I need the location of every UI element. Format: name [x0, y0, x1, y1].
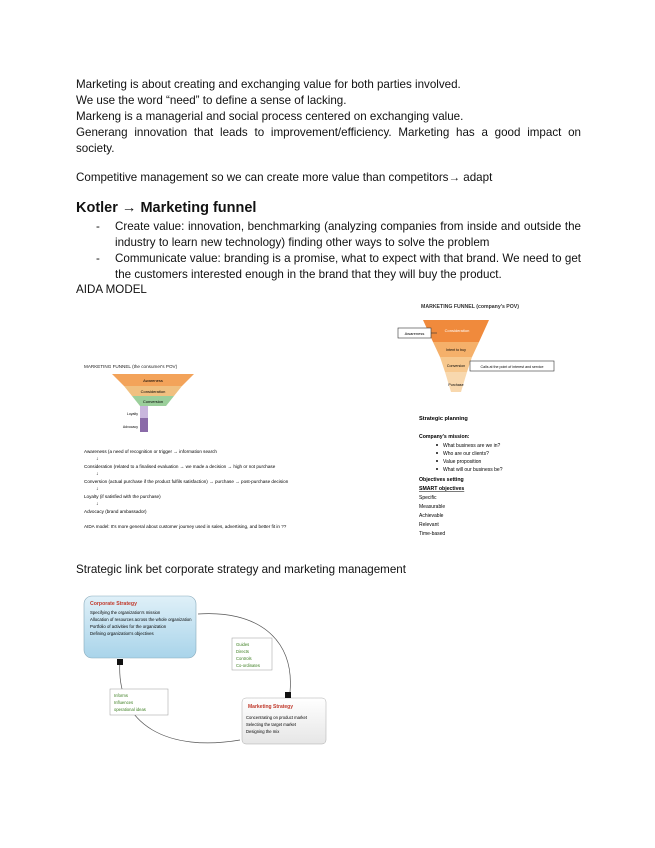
- intro-paragraph: [76, 77, 581, 157]
- consumer-funnel-title: MARKETING FUNNEL (the consumer's POV): [84, 364, 178, 369]
- smart-item: Achievable: [419, 513, 444, 519]
- feedback-item: Influences: [114, 700, 134, 705]
- callout-text: Calls at the point of interest and service: [480, 365, 544, 369]
- mission-title: Company's mission:: [419, 434, 470, 440]
- smart-title: SMART objectives: [419, 486, 465, 492]
- arrow-down-icon: ↓: [96, 456, 99, 462]
- company-funnel-title: MARKETING FUNNEL (company's POV): [421, 304, 519, 310]
- arrow-down-icon: ↓: [96, 486, 99, 492]
- mission-item: Who are our clients?: [443, 451, 489, 457]
- funnel-note: Loyalty (if satisfied with the purchase): [84, 494, 161, 499]
- guides-item: Co-ordinates: [236, 663, 260, 668]
- arrow-down-icon: ↓: [96, 471, 99, 477]
- company-funnel-figure: [395, 300, 575, 538]
- smart-item: Time-based: [419, 531, 446, 537]
- intro-line-1: Marketing is about creating and exchanging value for both parties involved.: [76, 78, 461, 91]
- feedback-item: operational ideas: [114, 707, 146, 712]
- mission-item: What business are we in?: [443, 443, 501, 449]
- funnel-layer-label: Consideration: [140, 389, 166, 394]
- intro-line-4: Generang innovation that leads to improvement/efficiency. Marketing has a good impact on society.: [76, 126, 581, 155]
- competitive-management-line: Competitive management so we can create more value than competitors→ adapt: [76, 171, 493, 184]
- corporate-item: Portfolio of activities for the organization: [90, 624, 167, 629]
- bullet-marker: -: [96, 220, 100, 233]
- marketing-item: Selecting the target market: [246, 722, 297, 727]
- feedback-item: Informs: [114, 693, 128, 698]
- funnel-note: Awareness (a need of recognition or trigger → information search: [84, 449, 217, 454]
- awareness-label: Awareness: [404, 331, 425, 336]
- strategic-planning-title: Strategic planning: [419, 416, 468, 422]
- funnel-note: Consideration (related to a finalised evaluation → we made a decision → high or not purchase: [84, 464, 276, 469]
- consumer-funnel-figure: [82, 360, 347, 535]
- bullet-item: [76, 251, 581, 283]
- funnel-layer-label: Consideration: [444, 328, 470, 333]
- guides-item: Directs: [236, 649, 250, 654]
- funnel-layer-label: Conversion: [142, 399, 164, 404]
- connector-square: [285, 692, 291, 698]
- intro-line-3: Markeng is a managerial and social process centered on exchanging value.: [76, 110, 464, 123]
- funnel-layer: [140, 418, 148, 432]
- corporate-item: Defining organization's objectives: [90, 631, 154, 636]
- guides-item: Guides: [236, 642, 250, 647]
- smart-item: Measurable: [419, 504, 446, 510]
- corporate-strategy-title: Corporate Strategy: [90, 601, 137, 607]
- funnel-layer: [445, 372, 467, 392]
- mission-item: What will our business be?: [443, 467, 503, 473]
- marketing-strategy-title: Marketing Strategy: [248, 704, 294, 710]
- funnel-note: AIDA model: It's more general about customer journey used in sales, advertising, and better fit in ??: [84, 524, 287, 529]
- strategic-link-caption: Strategic link bet corporate strategy and marketing management: [76, 563, 406, 576]
- funnel-layer: [140, 406, 148, 418]
- marketing-item: Concentrating on product market: [246, 715, 307, 720]
- bullet-list: [76, 219, 581, 283]
- bullet-text: Create value: innovation, benchmarking (analyzing companies from inside and outside the industry to learn new technology) finding other ways to solve the problem: [115, 220, 581, 249]
- objectives-label: Objectives setting: [419, 477, 464, 483]
- arrow-down-icon: ↓: [96, 501, 99, 507]
- bullet-text: Communicate value: branding is a promise, what to expect with that brand. We need to get the customers interested enough in the brand that they will buy the product.: [115, 252, 581, 281]
- intro-line-2: We use the word “need” to define a sense of lacking.: [76, 94, 347, 107]
- funnel-layer-label: Awareness: [143, 378, 163, 383]
- mission-item: Value proposition: [443, 459, 482, 465]
- corporate-item: Specifying the organization's mission: [90, 610, 161, 615]
- bullet-item: [76, 219, 581, 251]
- section-heading: Kotler → Marketing funnel: [76, 200, 257, 216]
- aida-model-label: AIDA MODEL: [76, 283, 147, 296]
- funnel-layer-label: Conversion: [446, 364, 466, 368]
- marketing-item: Designing the mix: [246, 729, 280, 734]
- funnel-note: Conversion (actual purchase if the product fulfils satisfaction) → purchase → post-purchase decision: [84, 479, 289, 484]
- bullet-marker: -: [96, 252, 100, 265]
- funnel-layer-label: Purchase: [448, 383, 464, 387]
- funnel-layer-label: Intent to buy: [446, 348, 466, 352]
- smart-item: Relevant: [419, 522, 439, 528]
- guides-item: Controls: [236, 656, 252, 661]
- corporate-item: Allocation of resources across the whole organization: [90, 617, 192, 622]
- funnel-note: Advocacy (brand ambassador): [84, 509, 147, 514]
- smart-item: Specific: [419, 495, 437, 501]
- funnel-layer-label: Loyalty: [126, 412, 138, 416]
- funnel-layer-label: Advocacy: [122, 425, 138, 429]
- connector-square: [117, 659, 123, 665]
- strategy-diagram: [80, 592, 330, 750]
